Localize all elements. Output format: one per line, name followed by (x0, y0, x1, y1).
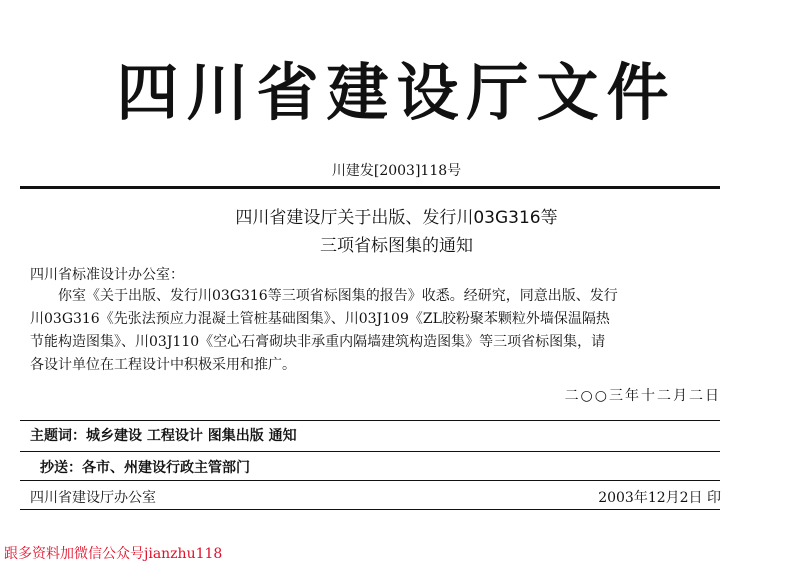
body-line: 川03G316《先张法预应力混凝土管桩基础图集》、川03J109《ZL胶粉聚苯颗粒外墙保温隔热 (30, 311, 610, 327)
divider-cc-bottom (20, 480, 720, 481)
keywords: 主题词：城乡建设 工程设计 图集出版 通知 (30, 428, 297, 444)
cc-line: 抄送：各市、州建设行政主管部门 (40, 460, 250, 476)
divider-cc-top (20, 451, 720, 452)
divider-keywords-top (20, 420, 720, 421)
print-date: 2003年12月2日 印 (598, 490, 721, 506)
body-line: 节能构造图集》、川03J110《空心石膏砌块非承重内隔墙建筑构造图集》等三项省标图集，请 (30, 334, 606, 350)
watermark-text: 跟多资料加微信公众号jianzhu118 (4, 546, 223, 562)
body-line: 你室《关于出版、发行川03G316等三项省标图集的报告》收悉。经研究，同意出版、发行 (58, 288, 618, 304)
subject-line-2: 三项省标图集的通知 (320, 236, 473, 256)
body-line: 各设计单位在工程设计中积极采用和推广。 (30, 357, 296, 373)
subject-line-1: 四川省建设厅关于出版、发行川03G316等 (235, 208, 558, 228)
document-number: 川建发[2003]118号 (331, 163, 462, 179)
document-title: 四川省建设厅文件 (116, 56, 677, 129)
issuer-office: 四川省建设厅办公室 (30, 490, 156, 506)
recipient: 四川省标准设计办公室： (30, 267, 184, 283)
signature-date: 二○○三年十二月二日 (564, 388, 721, 404)
header-divider (20, 186, 720, 189)
divider-footer-bottom (20, 509, 720, 510)
